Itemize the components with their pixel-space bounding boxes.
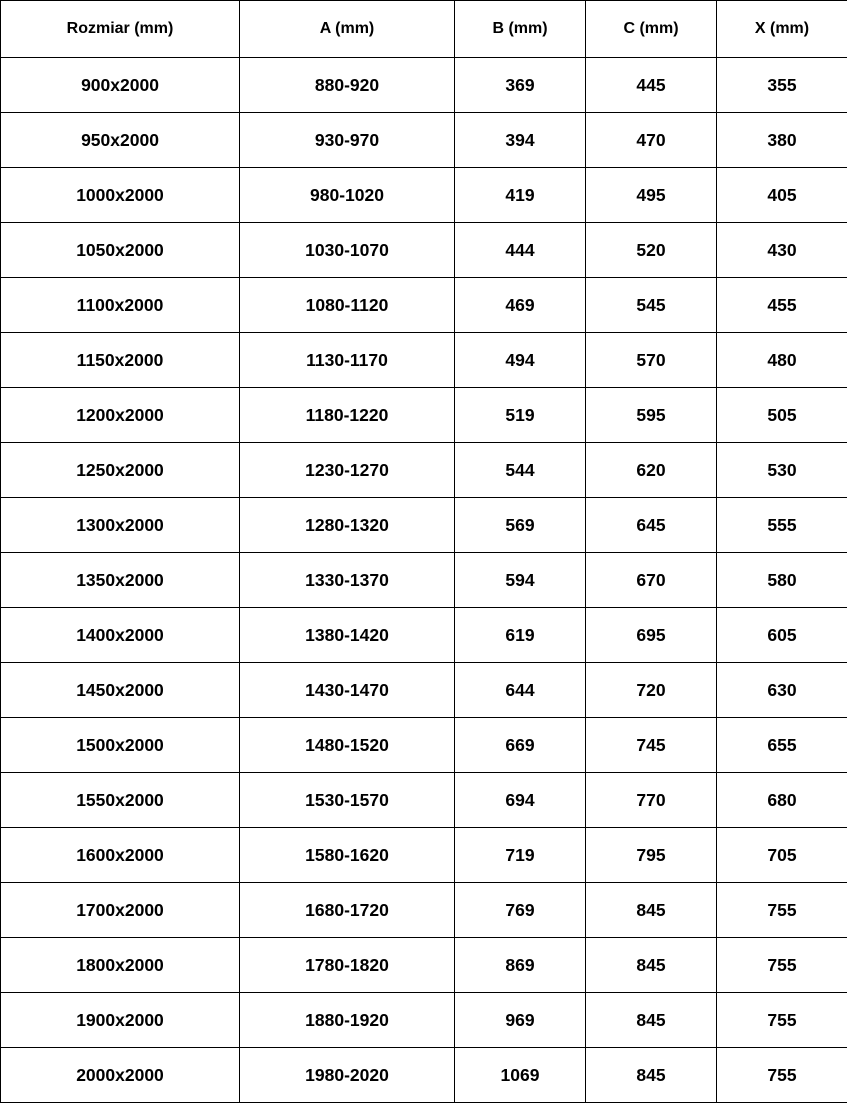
table-cell: 795 (586, 828, 717, 883)
table-cell: 644 (455, 663, 586, 718)
table-row (1, 773, 847, 828)
table-cell: 394 (455, 113, 586, 168)
table-cell: 1100x2000 (1, 278, 240, 333)
table-cell: 1530-1570 (240, 773, 455, 828)
table-cell: 900x2000 (1, 58, 240, 113)
column-header-c: C (mm) (586, 1, 717, 58)
column-header-x: X (mm) (717, 1, 847, 58)
table-cell: 455 (717, 278, 847, 333)
table-cell: 369 (455, 58, 586, 113)
table-row (1, 938, 847, 993)
table-cell: 1200x2000 (1, 388, 240, 443)
table-cell: 1600x2000 (1, 828, 240, 883)
table-row (1, 608, 847, 663)
table-cell: 1880-1920 (240, 993, 455, 1048)
table-cell: 1400x2000 (1, 608, 240, 663)
table-cell: 755 (717, 993, 847, 1048)
table-cell: 755 (717, 883, 847, 938)
table-header-row (1, 1, 847, 58)
table-cell: 845 (586, 883, 717, 938)
table-header (1, 1, 847, 58)
table-row (1, 718, 847, 773)
table-row (1, 663, 847, 718)
table-cell: 544 (455, 443, 586, 498)
table-cell: 1280-1320 (240, 498, 455, 553)
table-cell: 1580-1620 (240, 828, 455, 883)
table-cell: 1800x2000 (1, 938, 240, 993)
table-row (1, 498, 847, 553)
table-cell: 1700x2000 (1, 883, 240, 938)
table-row (1, 993, 847, 1048)
table-cell: 530 (717, 443, 847, 498)
table-body (1, 58, 847, 1103)
table-cell: 1480-1520 (240, 718, 455, 773)
table-cell: 505 (717, 388, 847, 443)
table-cell: 519 (455, 388, 586, 443)
table-cell: 1980-2020 (240, 1048, 455, 1103)
table-cell: 980-1020 (240, 168, 455, 223)
table-cell: 1050x2000 (1, 223, 240, 278)
table-cell: 1780-1820 (240, 938, 455, 993)
table-cell: 1680-1720 (240, 883, 455, 938)
table-cell: 950x2000 (1, 113, 240, 168)
table-row (1, 223, 847, 278)
table-cell: 620 (586, 443, 717, 498)
table-cell: 720 (586, 663, 717, 718)
table-cell: 2000x2000 (1, 1048, 240, 1103)
table-row (1, 113, 847, 168)
table-cell: 695 (586, 608, 717, 663)
table-cell: 670 (586, 553, 717, 608)
table-row (1, 1048, 847, 1103)
column-header-rozmiar: Rozmiar (mm) (1, 1, 240, 58)
table-cell: 1550x2000 (1, 773, 240, 828)
table-cell: 470 (586, 113, 717, 168)
table-cell: 1250x2000 (1, 443, 240, 498)
table-row (1, 883, 847, 938)
table-row (1, 278, 847, 333)
table-cell: 1000x2000 (1, 168, 240, 223)
table-row (1, 828, 847, 883)
table-cell: 755 (717, 938, 847, 993)
table-cell: 1030-1070 (240, 223, 455, 278)
table-row (1, 58, 847, 113)
table-cell: 1300x2000 (1, 498, 240, 553)
table-cell: 655 (717, 718, 847, 773)
table-cell: 1900x2000 (1, 993, 240, 1048)
table-cell: 880-920 (240, 58, 455, 113)
table-cell: 1380-1420 (240, 608, 455, 663)
table-cell: 1230-1270 (240, 443, 455, 498)
table-cell: 405 (717, 168, 847, 223)
table-cell: 469 (455, 278, 586, 333)
table-cell: 569 (455, 498, 586, 553)
table-cell: 555 (717, 498, 847, 553)
table-cell: 869 (455, 938, 586, 993)
table-cell: 520 (586, 223, 717, 278)
table-cell: 1350x2000 (1, 553, 240, 608)
column-header-b: B (mm) (455, 1, 586, 58)
table-row (1, 388, 847, 443)
table-cell: 494 (455, 333, 586, 388)
table-cell: 845 (586, 993, 717, 1048)
table-cell: 755 (717, 1048, 847, 1103)
table-cell: 719 (455, 828, 586, 883)
table-cell: 930-970 (240, 113, 455, 168)
table-cell: 1450x2000 (1, 663, 240, 718)
table-row (1, 168, 847, 223)
table-cell: 594 (455, 553, 586, 608)
table-cell: 680 (717, 773, 847, 828)
table-cell: 355 (717, 58, 847, 113)
table-cell: 694 (455, 773, 586, 828)
table-cell: 769 (455, 883, 586, 938)
table-cell: 1130-1170 (240, 333, 455, 388)
column-header-a: A (mm) (240, 1, 455, 58)
table-row (1, 553, 847, 608)
table-cell: 430 (717, 223, 847, 278)
table-cell: 444 (455, 223, 586, 278)
table-cell: 595 (586, 388, 717, 443)
table-cell: 1180-1220 (240, 388, 455, 443)
table-cell: 570 (586, 333, 717, 388)
table-row (1, 333, 847, 388)
table-cell: 1080-1120 (240, 278, 455, 333)
table-cell: 1500x2000 (1, 718, 240, 773)
table-cell: 969 (455, 993, 586, 1048)
table-cell: 1150x2000 (1, 333, 240, 388)
table-cell: 1430-1470 (240, 663, 455, 718)
table-cell: 1069 (455, 1048, 586, 1103)
table-row (1, 443, 847, 498)
table-cell: 495 (586, 168, 717, 223)
table-cell: 1330-1370 (240, 553, 455, 608)
table-cell: 845 (586, 1048, 717, 1103)
table-cell: 380 (717, 113, 847, 168)
table-cell: 630 (717, 663, 847, 718)
table-cell: 619 (455, 608, 586, 663)
table-cell: 580 (717, 553, 847, 608)
table-cell: 770 (586, 773, 717, 828)
table-cell: 669 (455, 718, 586, 773)
table-cell: 445 (586, 58, 717, 113)
table-cell: 480 (717, 333, 847, 388)
table-cell: 745 (586, 718, 717, 773)
table-cell: 419 (455, 168, 586, 223)
table-cell: 605 (717, 608, 847, 663)
table-cell: 845 (586, 938, 717, 993)
table-cell: 545 (586, 278, 717, 333)
table-cell: 645 (586, 498, 717, 553)
table-cell: 705 (717, 828, 847, 883)
